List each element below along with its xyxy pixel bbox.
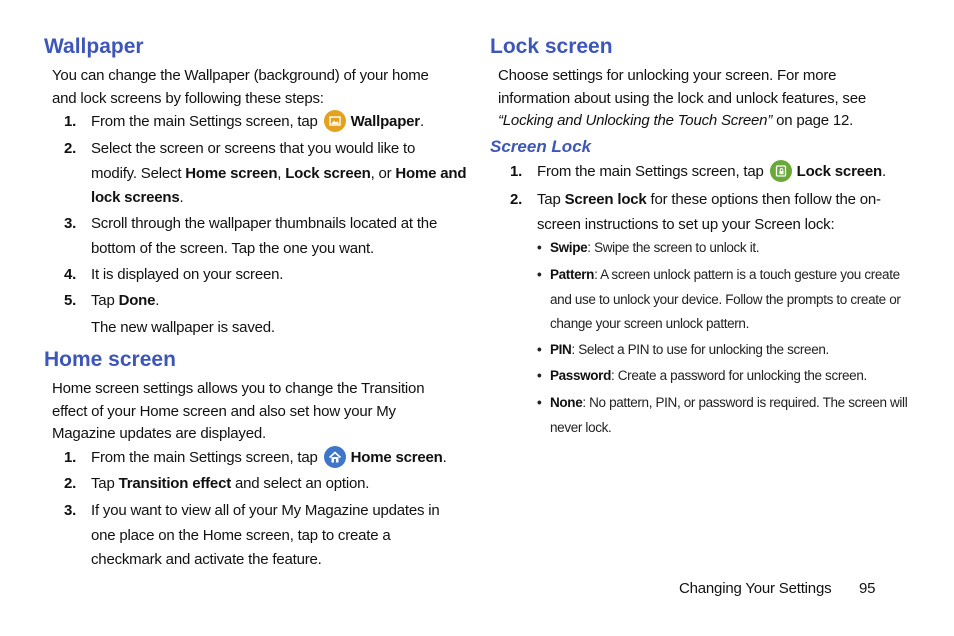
screen-lock-label: Screen lock <box>564 191 647 208</box>
option-desc: : No pattern, PIN, or password is required. The screen will <box>582 395 908 410</box>
wallpaper-heading: Wallpaper <box>44 35 144 58</box>
step-number: 5. <box>64 292 77 309</box>
step-text-line1: Scroll through the wallpaper thumbnails located at the <box>91 215 438 232</box>
step-text-line2: one place on the Home screen, tap to create a <box>91 526 391 544</box>
option-desc: : Swipe the screen to unlock it. <box>587 240 760 255</box>
done-label: Done <box>118 292 156 309</box>
wallpaper-intro <box>52 65 462 110</box>
step-text: From the main Settings screen, tap <box>91 113 318 130</box>
step-text-end: for these options then follow the on- <box>646 191 881 208</box>
step-text-line1: Select the screen or screens that you would like to <box>91 140 416 157</box>
step-text-end: and select an option. <box>231 475 370 492</box>
step-punct: . <box>155 292 160 309</box>
option-name: Swipe <box>550 240 588 255</box>
lock-screen-intro <box>498 65 918 133</box>
step-number: 1. <box>64 113 77 130</box>
lock-screen-setting-label: Lock screen <box>796 163 882 180</box>
step-number: 2. <box>64 475 77 492</box>
step-number: 1. <box>510 163 523 180</box>
home-intro-line1: Home screen settings allows you to change the Transition <box>52 380 425 397</box>
home-screen-option: Home screen <box>185 164 278 182</box>
footer-section-title: Changing Your Settings <box>679 580 832 597</box>
step-number: 3. <box>64 215 77 232</box>
wallpaper-setting-label: Wallpaper <box>350 113 420 130</box>
home-intro-line2: effect of your Home screen and also set how your My <box>52 402 396 420</box>
option-desc: : Create a password for unlocking the screen. <box>610 368 867 383</box>
step-punct: . <box>442 449 447 466</box>
home-screen-heading: Home screen <box>44 348 176 371</box>
option-name: Password <box>550 368 611 383</box>
step-text-line2: bottom of the screen. Tap the one you want. <box>91 239 374 257</box>
separator: , or <box>370 164 396 182</box>
step-text-line3: checkmark and activate the feature. <box>91 551 322 568</box>
separator: , <box>277 164 286 182</box>
step-text: It is displayed on your screen. <box>91 266 284 283</box>
step-number: 2. <box>510 191 523 208</box>
step-number: 2. <box>64 140 77 157</box>
option-name: PIN <box>550 342 572 357</box>
option-name: Pattern <box>550 267 595 282</box>
home-intro-line3: Magazine updates are displayed. <box>52 425 266 442</box>
bullet-dot: • <box>537 240 542 255</box>
step-text: From the main Settings screen, tap <box>91 449 318 466</box>
step-number: 3. <box>64 502 77 519</box>
wallpaper-step-2 <box>64 137 467 211</box>
step-punct: . <box>419 113 424 130</box>
home-and-lock-option-b: lock screens <box>91 189 180 206</box>
step-punct: . <box>881 163 886 180</box>
home-and-lock-option-a: Home and <box>395 164 467 182</box>
home-screen-intro <box>52 378 462 446</box>
wallpaper-intro-line2: and lock screens by following these steps: <box>52 89 324 107</box>
option-desc-line2: never lock. <box>550 419 612 435</box>
lock-intro-line2: information about using the lock and unlock features, see <box>498 89 867 107</box>
step-text-line1: If you want to view all of your My Magazine updates in <box>91 502 440 519</box>
home-icon <box>324 446 346 468</box>
bullet-dot: • <box>537 395 542 410</box>
bullet-dot: • <box>537 342 542 357</box>
lock-screen-icon <box>770 160 792 182</box>
option-desc-line3: change your screen unlock pattern. <box>550 316 749 331</box>
step-text: From the main Settings screen, tap <box>537 163 764 180</box>
wallpaper-result: The new wallpaper is saved. <box>91 319 275 336</box>
step-number: 1. <box>64 449 77 466</box>
lock-screen-heading: Lock screen <box>490 35 613 58</box>
step-text-line2: screen instructions to set up your Screen lock: <box>537 215 835 233</box>
option-desc-line2: and use to unlock your device. Follow the prompts to create or <box>550 291 901 307</box>
page-reference: on page 12. <box>772 112 854 129</box>
lock-intro-line1: Choose settings for unlocking your screen. For more <box>498 67 837 84</box>
cross-reference-link[interactable]: “Locking and Unlocking the Touch Screen” <box>498 112 773 129</box>
option-desc: : Select a PIN to use for unlocking the screen. <box>571 342 829 357</box>
step-punct: . <box>179 189 184 206</box>
step-text: Tap <box>91 292 119 309</box>
bullet-dot: • <box>537 267 542 282</box>
step-text: Tap <box>537 191 565 208</box>
page-number: 95 <box>859 580 876 597</box>
step-text-line2: modify. Select <box>91 164 186 182</box>
home-screen-setting-label: Home screen <box>350 449 443 466</box>
step-number: 4. <box>64 266 77 283</box>
transition-effect-label: Transition effect <box>118 475 232 492</box>
screen-lock-subheading: Screen Lock <box>490 137 592 156</box>
lock-screen-option: Lock screen <box>285 164 371 182</box>
option-desc: : A screen unlock pattern is a touch gesture you create <box>594 267 900 282</box>
option-name: None <box>550 395 583 410</box>
image-icon <box>324 110 346 132</box>
step-text: Tap <box>91 475 119 492</box>
bullet-dot: • <box>537 368 542 383</box>
wallpaper-intro-line1: You can change the Wallpaper (background) of your home <box>52 67 429 84</box>
